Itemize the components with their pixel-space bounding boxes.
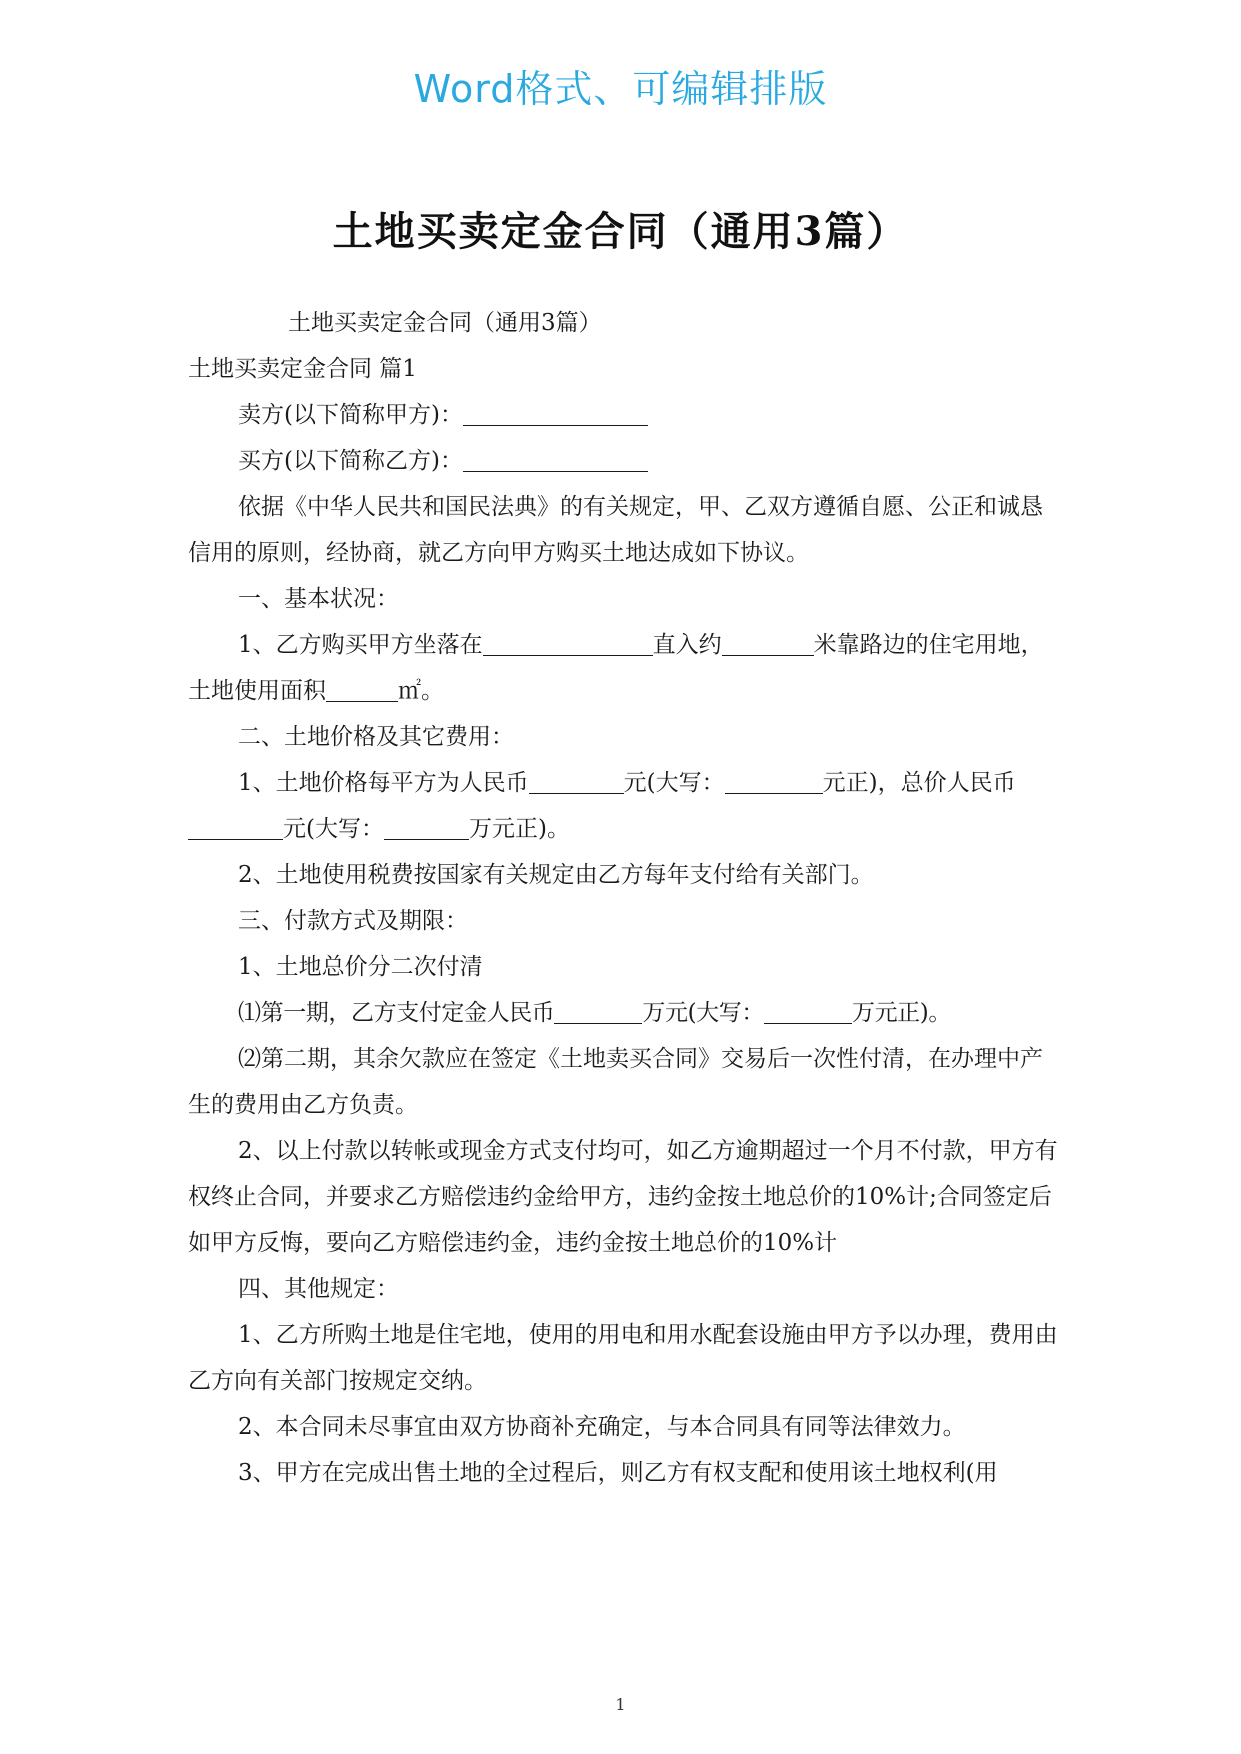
subtitle: 土地买卖定金合同（通用3篇）: [288, 310, 602, 336]
page-number: 1: [615, 1695, 626, 1714]
heading-price: 二、土地价格及其它费用：: [238, 724, 514, 750]
clause-text: 1、乙方购买甲方坐落在: [238, 632, 483, 658]
clause-text: 元(大写：: [283, 816, 384, 842]
heading-payment: 三、付款方式及期限：: [238, 908, 468, 934]
clause-first-payment: [188, 990, 1058, 1036]
clause-tax: 2、土地使用税费按国家有关规定由乙方每年支付给有关部门。: [238, 862, 874, 888]
clause-text: 1、土地价格每平方为人民币: [238, 770, 529, 796]
section-title: 土地买卖定金合同 篇1: [188, 356, 417, 382]
seller-line: [188, 392, 1058, 438]
clause-location: [188, 622, 1058, 714]
clause-text: 米靠路边的住宅用地，土地使用面积: [188, 632, 1044, 704]
clause-text: 万元正)。: [468, 816, 570, 842]
seller-blank: [463, 402, 648, 426]
banner-title: Word格式、可编辑排版: [413, 67, 828, 111]
clause-text: 万元正)。: [851, 1000, 951, 1026]
clause-text: ⑴第一期，乙方支付定金人民币: [238, 1000, 555, 1026]
blank-field: [188, 816, 283, 840]
clause-second-payment: ⑵第二期，其余欠款应在签定《土地卖买合同》交易后一次性付清，在办理中产生的费用由乙方负责。: [188, 1046, 1043, 1118]
clause-text: 万元(大写：: [642, 1000, 764, 1026]
clause-installments: 1、土地总价分二次付清: [238, 954, 483, 980]
blank-field: [554, 1000, 642, 1024]
document-body: [188, 300, 1058, 1496]
clause-utilities: 1、乙方所购土地是住宅地，使用的用电和用水配套设施由甲方予以办理，费用由乙方向有关部门按规定交纳。: [188, 1322, 1058, 1394]
blank-field: [529, 770, 624, 794]
blank-field: [384, 816, 469, 840]
buyer-label: 买方(以下简称乙方)：: [238, 448, 463, 474]
clause-text: 元正)，总价人民币: [822, 770, 1016, 796]
heading-basic: 一、基本状况：: [238, 586, 399, 612]
buyer-line: [188, 438, 1058, 484]
clause-price: [188, 760, 1058, 852]
clause-text: 元(大写：: [623, 770, 725, 796]
blank-field: [722, 632, 814, 656]
document-title: 土地买卖定金合同（通用3篇）: [332, 208, 909, 255]
clause-supplement: 2、本合同未尽事宜由双方协商补充确定，与本合同具有同等法律效力。: [238, 1414, 966, 1440]
blank-field: [483, 632, 653, 656]
blank-field: [764, 1000, 852, 1024]
intro-paragraph: 依据《中华人民共和国民法典》的有关规定，甲、乙双方遵循自愿、公正和诚恳信用的原则，经协商，就乙方向甲方购买土地达成如下协议。: [188, 494, 1043, 566]
clause-payment-method: 2、以上付款以转帐或现金方式支付均可，如乙方逾期超过一个月不付款，甲方有权终止合同，并要求乙方赔偿违约金给甲方，违约金按土地总价的10%计;合同签定后如甲方反悔，要向乙方赔偿违约金，违约金按土地总价的10%计: [188, 1138, 1058, 1256]
clause-rights: 3、甲方在完成出售土地的全过程后，则乙方有权支配和使用该土地权利(用: [238, 1460, 998, 1486]
clause-text: 直入约: [652, 632, 722, 658]
heading-other: 四、其他规定：: [238, 1276, 399, 1302]
buyer-blank: [463, 448, 648, 472]
seller-label: 卖方(以下简称甲方)：: [238, 402, 463, 428]
blank-field: [326, 678, 398, 702]
blank-field: [725, 770, 823, 794]
clause-text: ㎡。: [398, 678, 444, 704]
